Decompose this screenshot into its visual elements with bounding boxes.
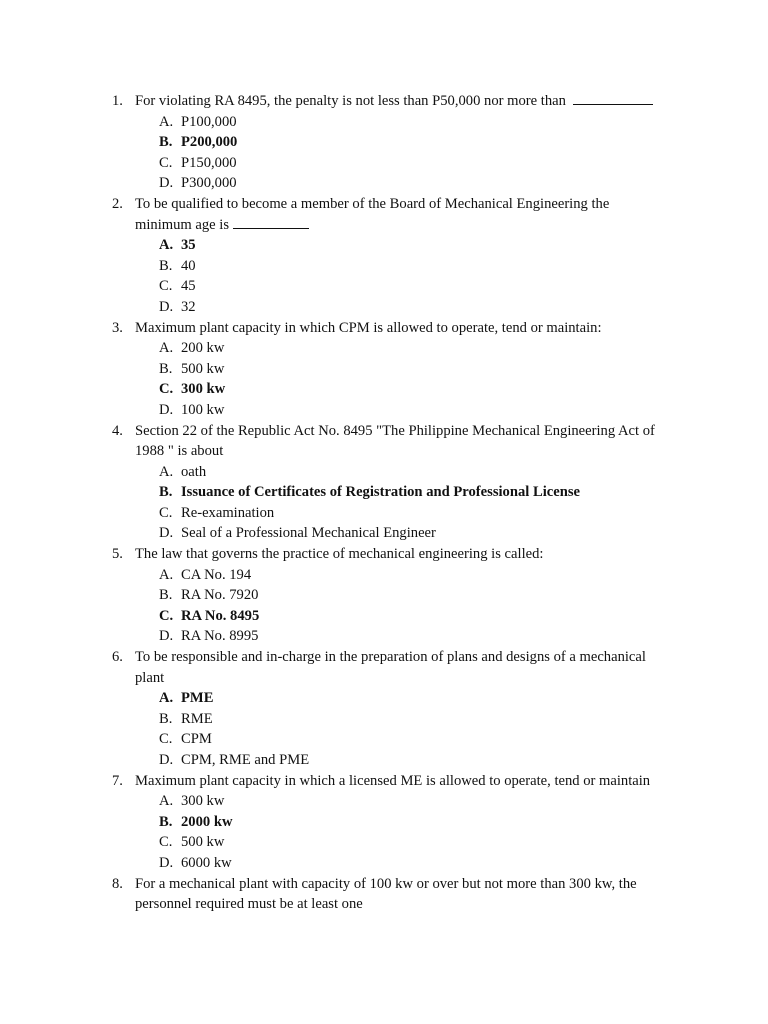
option-text: PME [181, 690, 214, 707]
question-number: 6. [112, 649, 123, 666]
question-text [135, 544, 543, 565]
question-2 [0, 194, 768, 318]
option-text: 100 kw [181, 401, 225, 418]
option-text: CPM, RME and PME [181, 752, 310, 768]
option-letter: A. [159, 340, 174, 357]
answer-blank [233, 215, 309, 229]
question-7 [0, 771, 768, 874]
answer-option-correct [0, 812, 768, 833]
answer-option-correct [0, 606, 768, 627]
question-line [0, 318, 768, 339]
option-letter: D. [159, 854, 174, 871]
answer-option-correct [0, 482, 768, 503]
option-text: P100,000 [181, 113, 237, 130]
option-text: 2000 kw [181, 813, 233, 830]
question-number: 8. [112, 875, 123, 892]
question-text [135, 421, 655, 442]
option-letter: A. [159, 690, 174, 707]
option-letter: D. [159, 175, 174, 192]
option-text: P200,000 [181, 134, 238, 151]
option-text: 6000 kw [181, 854, 232, 871]
option-letter: D. [159, 298, 174, 315]
question-text [135, 318, 602, 339]
option-text: RA No. 7920 [181, 587, 259, 604]
question-line [0, 894, 768, 915]
option-letter: D. [159, 628, 174, 645]
option-letter: C. [159, 381, 174, 398]
question-number: 2. [112, 195, 123, 212]
question-3 [0, 318, 768, 421]
question-text-content: For violating RA 8495, the penalty is not less than P50,000 nor more than [135, 93, 566, 109]
answer-blank [573, 91, 653, 105]
question-line [0, 441, 768, 462]
answer-option [0, 359, 768, 380]
question-line [0, 647, 768, 668]
option-text: 200 kw [181, 340, 225, 357]
answer-option [0, 626, 768, 647]
answer-option [0, 256, 768, 277]
option-text: RME [181, 710, 213, 727]
question-text-content: For a mechanical plant with capacity of 100 kw or over but not more than 300 kw, the [135, 875, 637, 892]
option-text: oath [181, 463, 207, 480]
option-text: 32 [181, 298, 196, 315]
answer-option-correct [0, 379, 768, 400]
option-letter: C. [159, 834, 173, 851]
question-text [135, 668, 164, 689]
option-text: P300,000 [181, 175, 237, 192]
question-number: 3. [112, 319, 123, 336]
question-line [0, 874, 768, 895]
option-letter: A. [159, 463, 174, 480]
question-text [135, 874, 637, 895]
question-line [0, 771, 768, 792]
question-number: 7. [112, 772, 123, 789]
question-text [135, 647, 646, 668]
answer-option [0, 750, 768, 771]
answer-option [0, 791, 768, 812]
option-text: RA No. 8995 [181, 628, 259, 645]
question-text-content: Maximum plant capacity in which CPM is allowed to operate, tend or maintain: [135, 319, 602, 336]
answer-option [0, 503, 768, 524]
answer-option-correct [0, 688, 768, 709]
option-text: 300 kw [181, 793, 225, 810]
question-text [135, 91, 653, 112]
option-letter: A. [159, 793, 174, 810]
answer-option [0, 338, 768, 359]
question-number: 4. [112, 422, 123, 439]
question-text-content: To be responsible and in-charge in the preparation of plans and designs of a mechanical [135, 649, 646, 666]
question-text-content: Section 22 of the Republic Act No. 8495 "The Philippine Mechanical Engineering Act of [135, 422, 655, 439]
question-line [0, 421, 768, 442]
question-5 [0, 544, 768, 647]
option-text: 40 [181, 257, 196, 274]
question-text [135, 894, 363, 915]
option-letter: D. [159, 525, 174, 542]
answer-option [0, 832, 768, 853]
question-number: 1. [112, 93, 123, 109]
question-text [135, 771, 650, 792]
question-8 [0, 874, 768, 915]
option-letter: B. [159, 587, 173, 604]
option-letter: B. [159, 710, 173, 727]
option-letter: C. [159, 278, 173, 295]
option-letter: D. [159, 401, 174, 418]
question-line [0, 215, 768, 236]
answer-option [0, 709, 768, 730]
option-letter: A. [159, 237, 174, 254]
answer-option [0, 585, 768, 606]
answer-option [0, 523, 768, 544]
option-letter: C. [159, 504, 173, 521]
answer-option [0, 173, 768, 194]
question-line [0, 91, 768, 112]
question-text-content: plant [135, 669, 165, 686]
answer-option [0, 400, 768, 421]
option-text: Seal of a Professional Mechanical Engineer [181, 525, 436, 542]
option-letter: B. [159, 360, 173, 377]
question-number: 5. [112, 546, 123, 563]
question-text-content: minimum age is [135, 216, 230, 233]
answer-option [0, 276, 768, 297]
option-letter: C. [159, 607, 174, 624]
option-text: 500 kw [181, 360, 225, 377]
answer-option [0, 153, 768, 174]
answer-option [0, 729, 768, 750]
option-letter: B. [159, 813, 173, 830]
option-text: CPM [181, 731, 212, 748]
question-text [135, 215, 309, 236]
answer-option-correct [0, 132, 768, 153]
option-text: RA No. 8495 [181, 607, 260, 624]
question-line [0, 668, 768, 689]
option-letter: B. [159, 257, 173, 274]
question-text [135, 194, 609, 215]
option-letter: D. [159, 752, 174, 768]
answer-option [0, 112, 768, 133]
option-text: 35 [181, 237, 196, 254]
answer-option [0, 565, 768, 586]
option-letter: B. [159, 134, 173, 151]
question-text-content: 1988 " is about [135, 443, 224, 460]
answer-option [0, 853, 768, 874]
question-text-content: personnel required must be at least one [135, 896, 363, 913]
option-letter: A. [159, 113, 174, 130]
option-text: Issuance of Certificates of Registration and Professional License [181, 484, 580, 501]
question-1 [0, 91, 768, 194]
answer-option-correct [0, 235, 768, 256]
option-letter: A. [159, 566, 174, 583]
option-text: CA No. 194 [181, 566, 252, 583]
option-text: 45 [181, 278, 196, 295]
answer-option [0, 297, 768, 318]
option-text: 300 kw [181, 381, 226, 398]
question-4 [0, 421, 768, 545]
question-line [0, 194, 768, 215]
question-line [0, 544, 768, 565]
option-letter: B. [159, 484, 173, 501]
question-text [135, 441, 223, 462]
question-text-content: Maximum plant capacity in which a licensed ME is allowed to operate, tend or maintain [135, 772, 651, 789]
option-letter: C. [159, 154, 173, 171]
option-text: 500 kw [181, 834, 225, 851]
option-text: Re-examination [181, 504, 275, 521]
answer-option [0, 462, 768, 483]
option-text: P150,000 [181, 154, 237, 171]
question-text-content: The law that governs the practice of mechanical engineering is called: [135, 546, 544, 563]
option-letter: C. [159, 731, 173, 748]
question-6 [0, 647, 768, 771]
quiz-page [0, 91, 768, 915]
question-text-content: To be qualified to become a member of the Board of Mechanical Engineering the [135, 195, 610, 212]
